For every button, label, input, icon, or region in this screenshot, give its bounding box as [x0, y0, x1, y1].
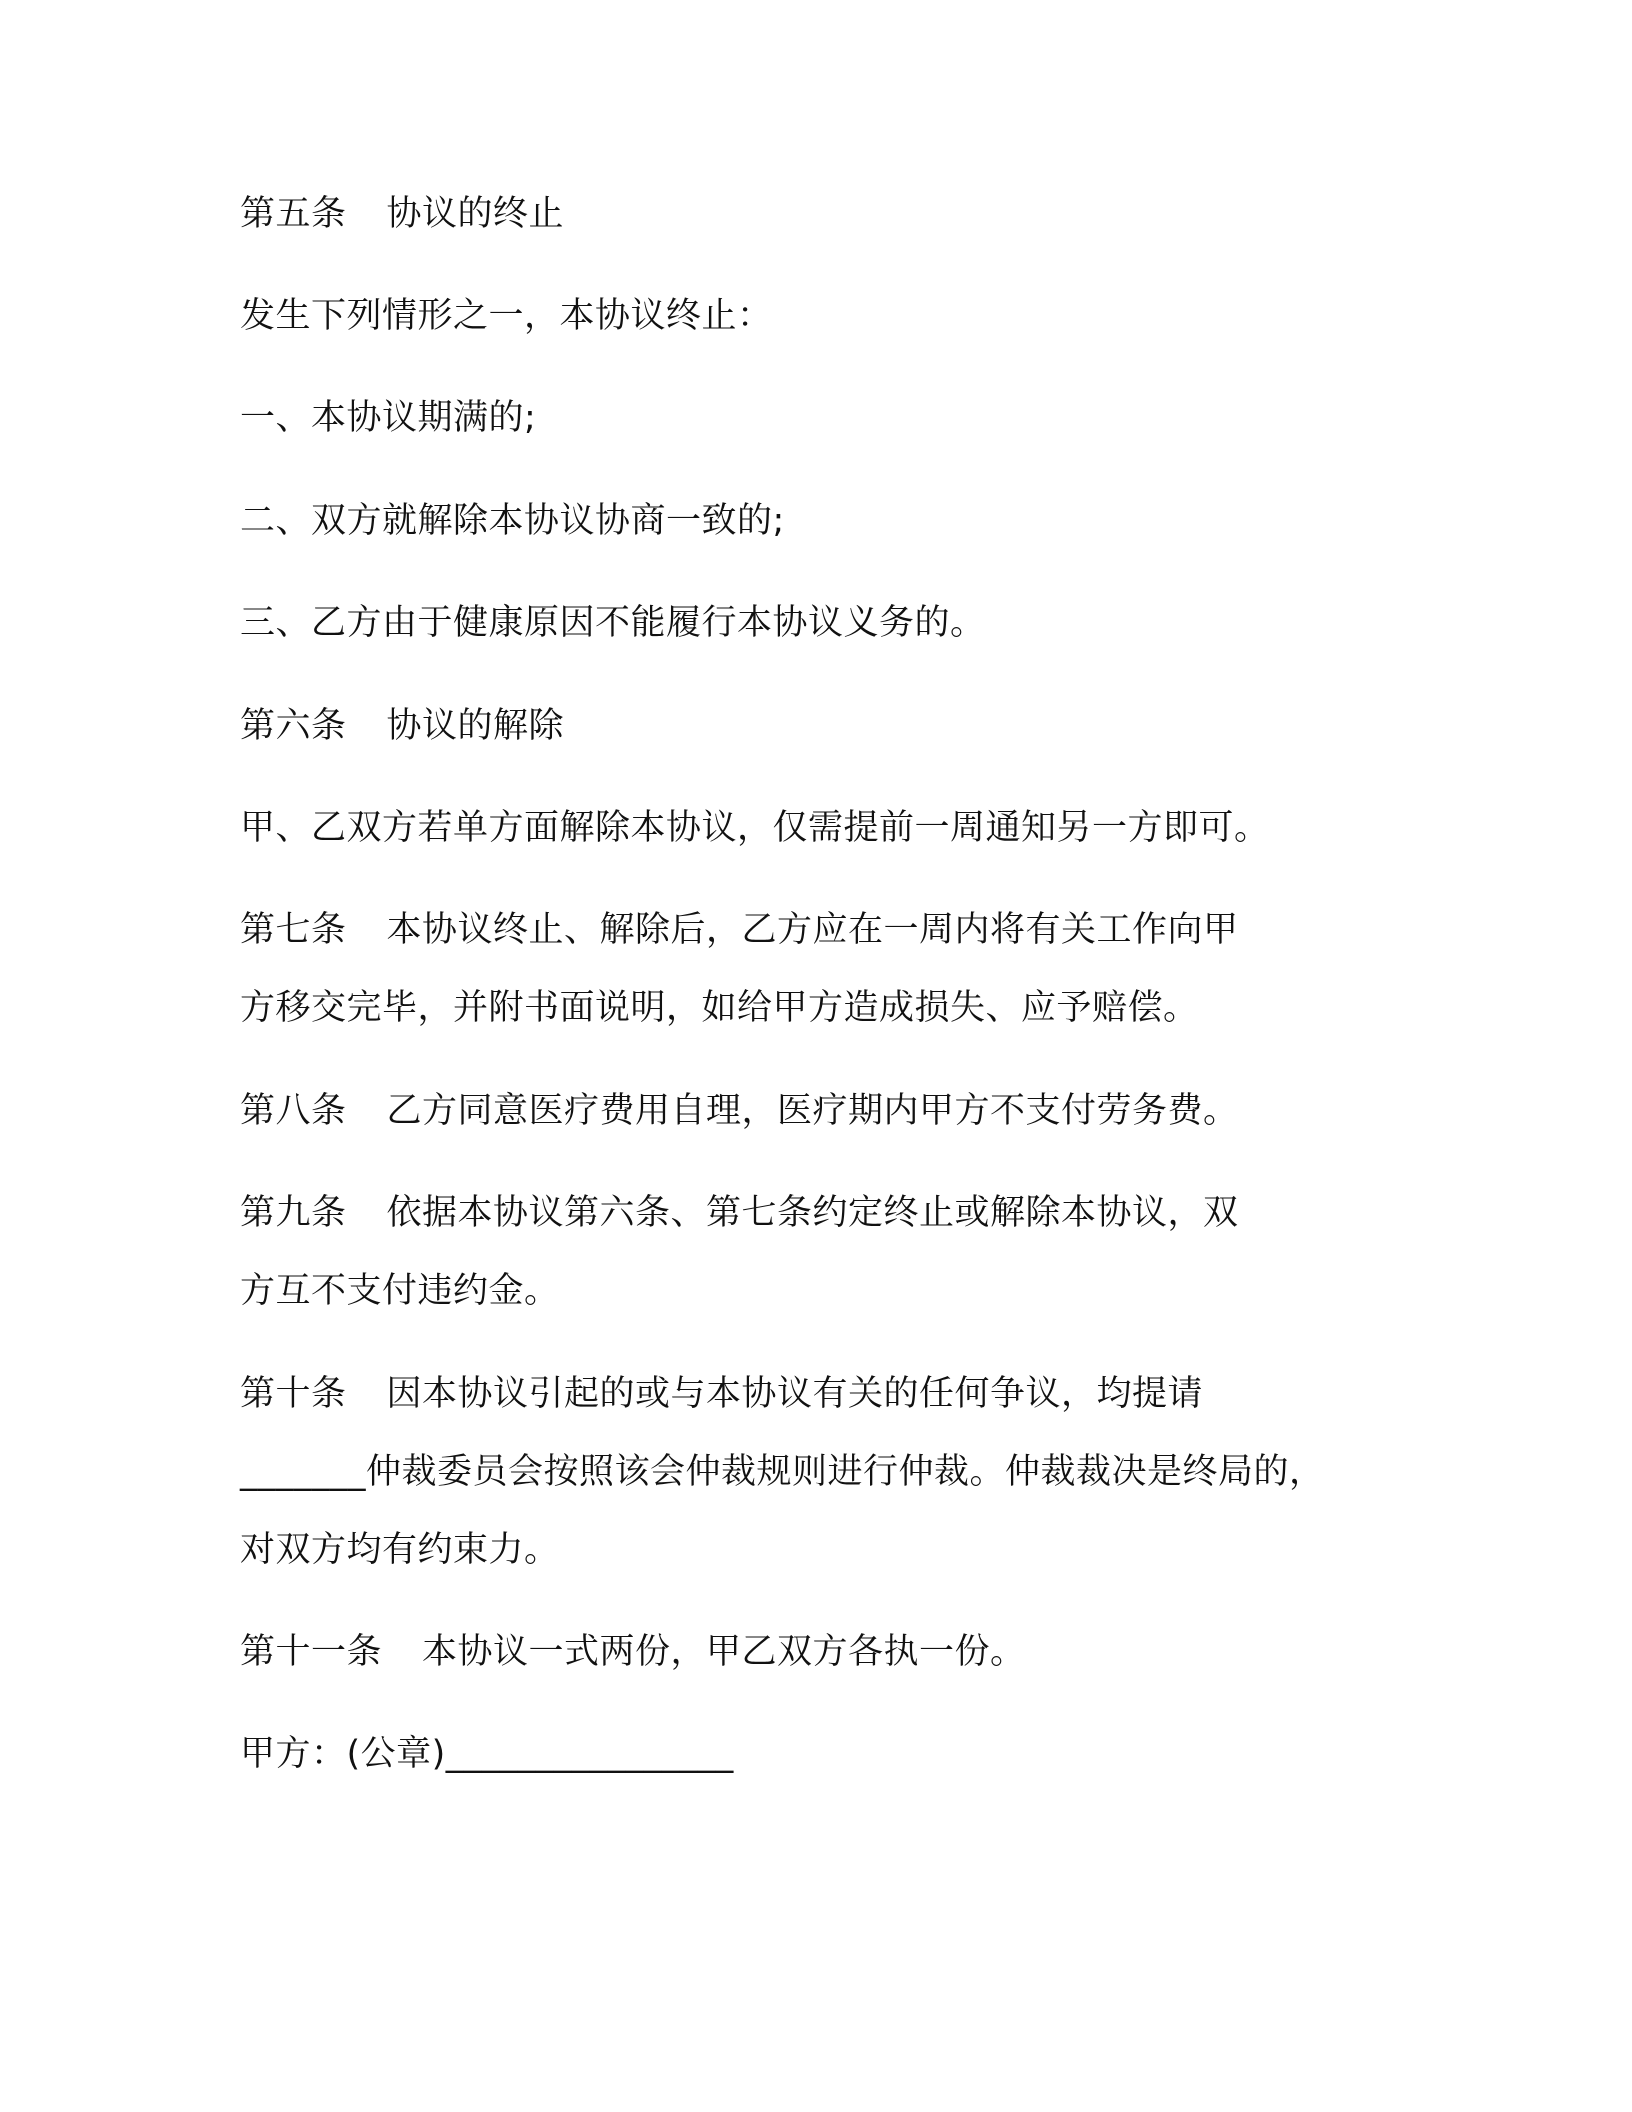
article-9-line-1: [240, 1191, 1239, 1235]
article-9-number: 第九条: [240, 1193, 347, 1233]
article-10-line-3: 对双方均有约束力。: [240, 1530, 560, 1570]
article-8-text-1: 乙方同意医疗费用自理，医疗期内甲方不支付劳务费。: [386, 1091, 1239, 1131]
article-5-heading: [240, 192, 564, 236]
article-9-text-1: 依据本协议第六条、第七条约定终止或解除本协议，双: [386, 1193, 1239, 1233]
article-6-heading: [240, 704, 564, 748]
article-7-text-1: 本协议终止、解除后，乙方应在一周内将有关工作向甲: [386, 910, 1239, 950]
article-5-number: 第五条: [240, 194, 347, 234]
article-10-line-2: _______仲裁委员会按照该会仲裁规则进行仲裁。仲裁裁决是终局的，: [240, 1452, 1325, 1492]
article-7-line-1: [240, 908, 1239, 952]
article-5-title: 协议的终止: [386, 194, 565, 234]
article-10-number: 第十条: [240, 1374, 347, 1414]
article-5-item-2: 二、双方就解除本协议协商一致的;: [240, 501, 785, 541]
article-6-number: 第六条: [240, 706, 347, 746]
article-7-number: 第七条: [240, 910, 347, 950]
article-6-title: 协议的解除: [386, 706, 565, 746]
article-8-number: 第八条: [240, 1091, 347, 1131]
article-10-line-1: [240, 1372, 1203, 1416]
party-a-signature-line: 甲方：(公章)________________: [240, 1734, 734, 1774]
article-5-item-1: 一、本协议期满的;: [240, 398, 537, 438]
article-11-text-1: 本协议一式两份，甲乙双方各执一份。: [422, 1632, 1026, 1672]
article-9-line-2: 方互不支付违约金。: [240, 1271, 560, 1311]
article-5-intro: 发生下列情形之一，本协议终止：: [240, 296, 773, 336]
article-6-body: 甲、乙双方若单方面解除本协议，仅需提前一周通知另一方即可。: [240, 808, 1270, 848]
article-10-text-1: 因本协议引起的或与本协议有关的任何争议，均提请: [386, 1374, 1204, 1414]
article-7-line-2: 方移交完毕，并附书面说明，如给甲方造成损失、应予赔偿。: [240, 988, 1199, 1028]
article-5-item-3: 三、乙方由于健康原因不能履行本协议义务的。: [240, 603, 986, 643]
article-11-number: 第十一条: [240, 1632, 383, 1672]
article-11-line-1: [240, 1630, 1026, 1674]
article-8-line-1: [240, 1089, 1239, 1133]
